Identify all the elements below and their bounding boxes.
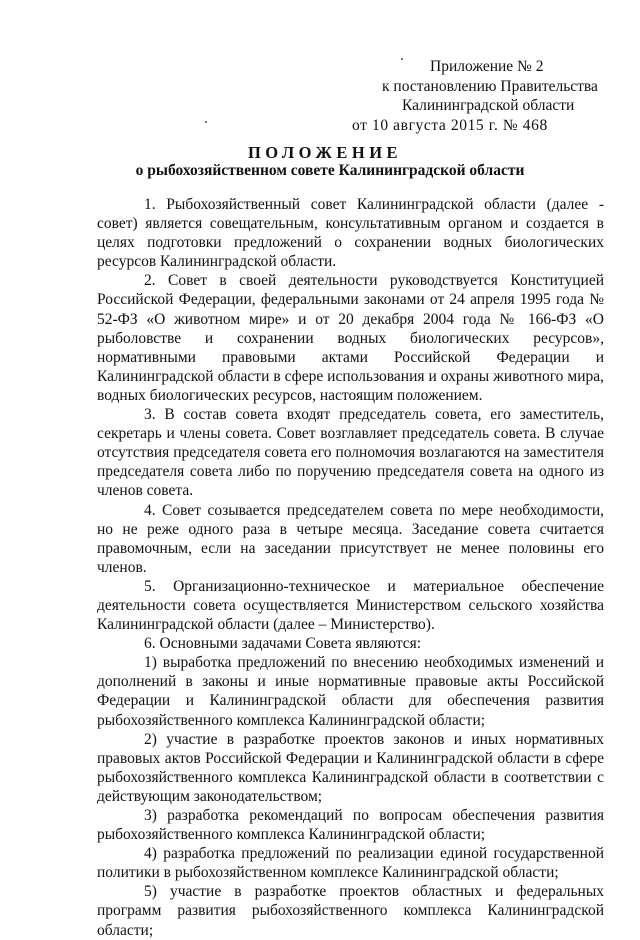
appendix-number: Приложение № 2 (430, 58, 544, 75)
task-item-5: 5) участие в разработке проектов областных и федеральных программ развития рыбохозяйственного комплекса Калининградской области; (97, 883, 604, 939)
paragraph-1: 1. Рыбохозяйственный совет Калининградской области (далее - совет) является совещательным, консультативным органом и создается в целях подготовки предложений о сохранении водных биологических ресурсов Калининградской области. (97, 196, 604, 271)
paragraph-6: 6. Основными задачами Совета являются: (144, 635, 422, 653)
document-subtitle: о рыбохозяйственном совете Калининградской области (135, 162, 525, 179)
appendix-header (352, 57, 612, 135)
task-item-3: 3) разработка рекомендаций по вопросам обеспечения развития рыбохозяйственного комплекса Калининградской области; (97, 807, 604, 844)
task-item-4: 4) разработка предложений по реализации единой государственной политики в рыбохозяйственном комплексе Калининградской области; (97, 845, 604, 882)
document-title: ПОЛОЖЕНИЕ (247, 143, 403, 162)
paragraph-2: 2. Совет в своей деятельности руководствуется Конституцией Российской Федерации, федеральными законами от 24 апреля 1995 года № 52-ФЗ «О животном мире» и от 20 декабря 2004 года № 166-ФЗ «О рыболовстве и сохранении водных биологических ресурсов», нормативными правовыми актами Российской Федерации и Калининградской области в сфере использования и охраны животного мира, водных биологических ресурсов, настоящим положением. (97, 272, 604, 404)
document-body (97, 195, 604, 940)
task-item-1: 1) выработка предложений по внесению необходимых изменений и дополнений в законы и иные нормативные правовые акты Российской Федерации и Калининградской области для обеспечения развития рыбохозяйственного комплекса Калининградской области; (97, 654, 604, 729)
scan-speck (205, 121, 207, 123)
appendix-region: Калининградской области (402, 97, 575, 114)
paragraph-3: 3. В состав совета входят председатель совета, его заместитель, секретарь и члены совета. Совет возглавляет председатель совета. В случае отсутствия председателя совета его полномочия возлагаются на заместителя председателя совета либо по поручению председателя совета на одного из членов совета. (97, 406, 604, 500)
task-item-2: 2) участие в разработке проектов законов и иных нормативных правовых актов Российской Федерации и Калининградской области в сфере рыбохозяйственного комплекса Калининградской области в соответствии с действующим законодательством; (97, 730, 604, 805)
paragraph-5: 5. Организационно-техническое и материальное обеспечение деятельности совета осуществляется Министерством сельского хозяйства Калининградской области (далее – Министерство). (97, 577, 604, 634)
paragraph-4: 4. Совет созывается председателем совета по мере необходимости, но не реже одного раза в четыре месяца. Заседание совета считается правомочным, если на заседании присутствует не менее половины его членов. (97, 501, 604, 576)
appendix-date: от 10 августа 2015 г. № 468 (352, 116, 548, 134)
appendix-resolution: к постановлению Правительства (382, 77, 598, 95)
